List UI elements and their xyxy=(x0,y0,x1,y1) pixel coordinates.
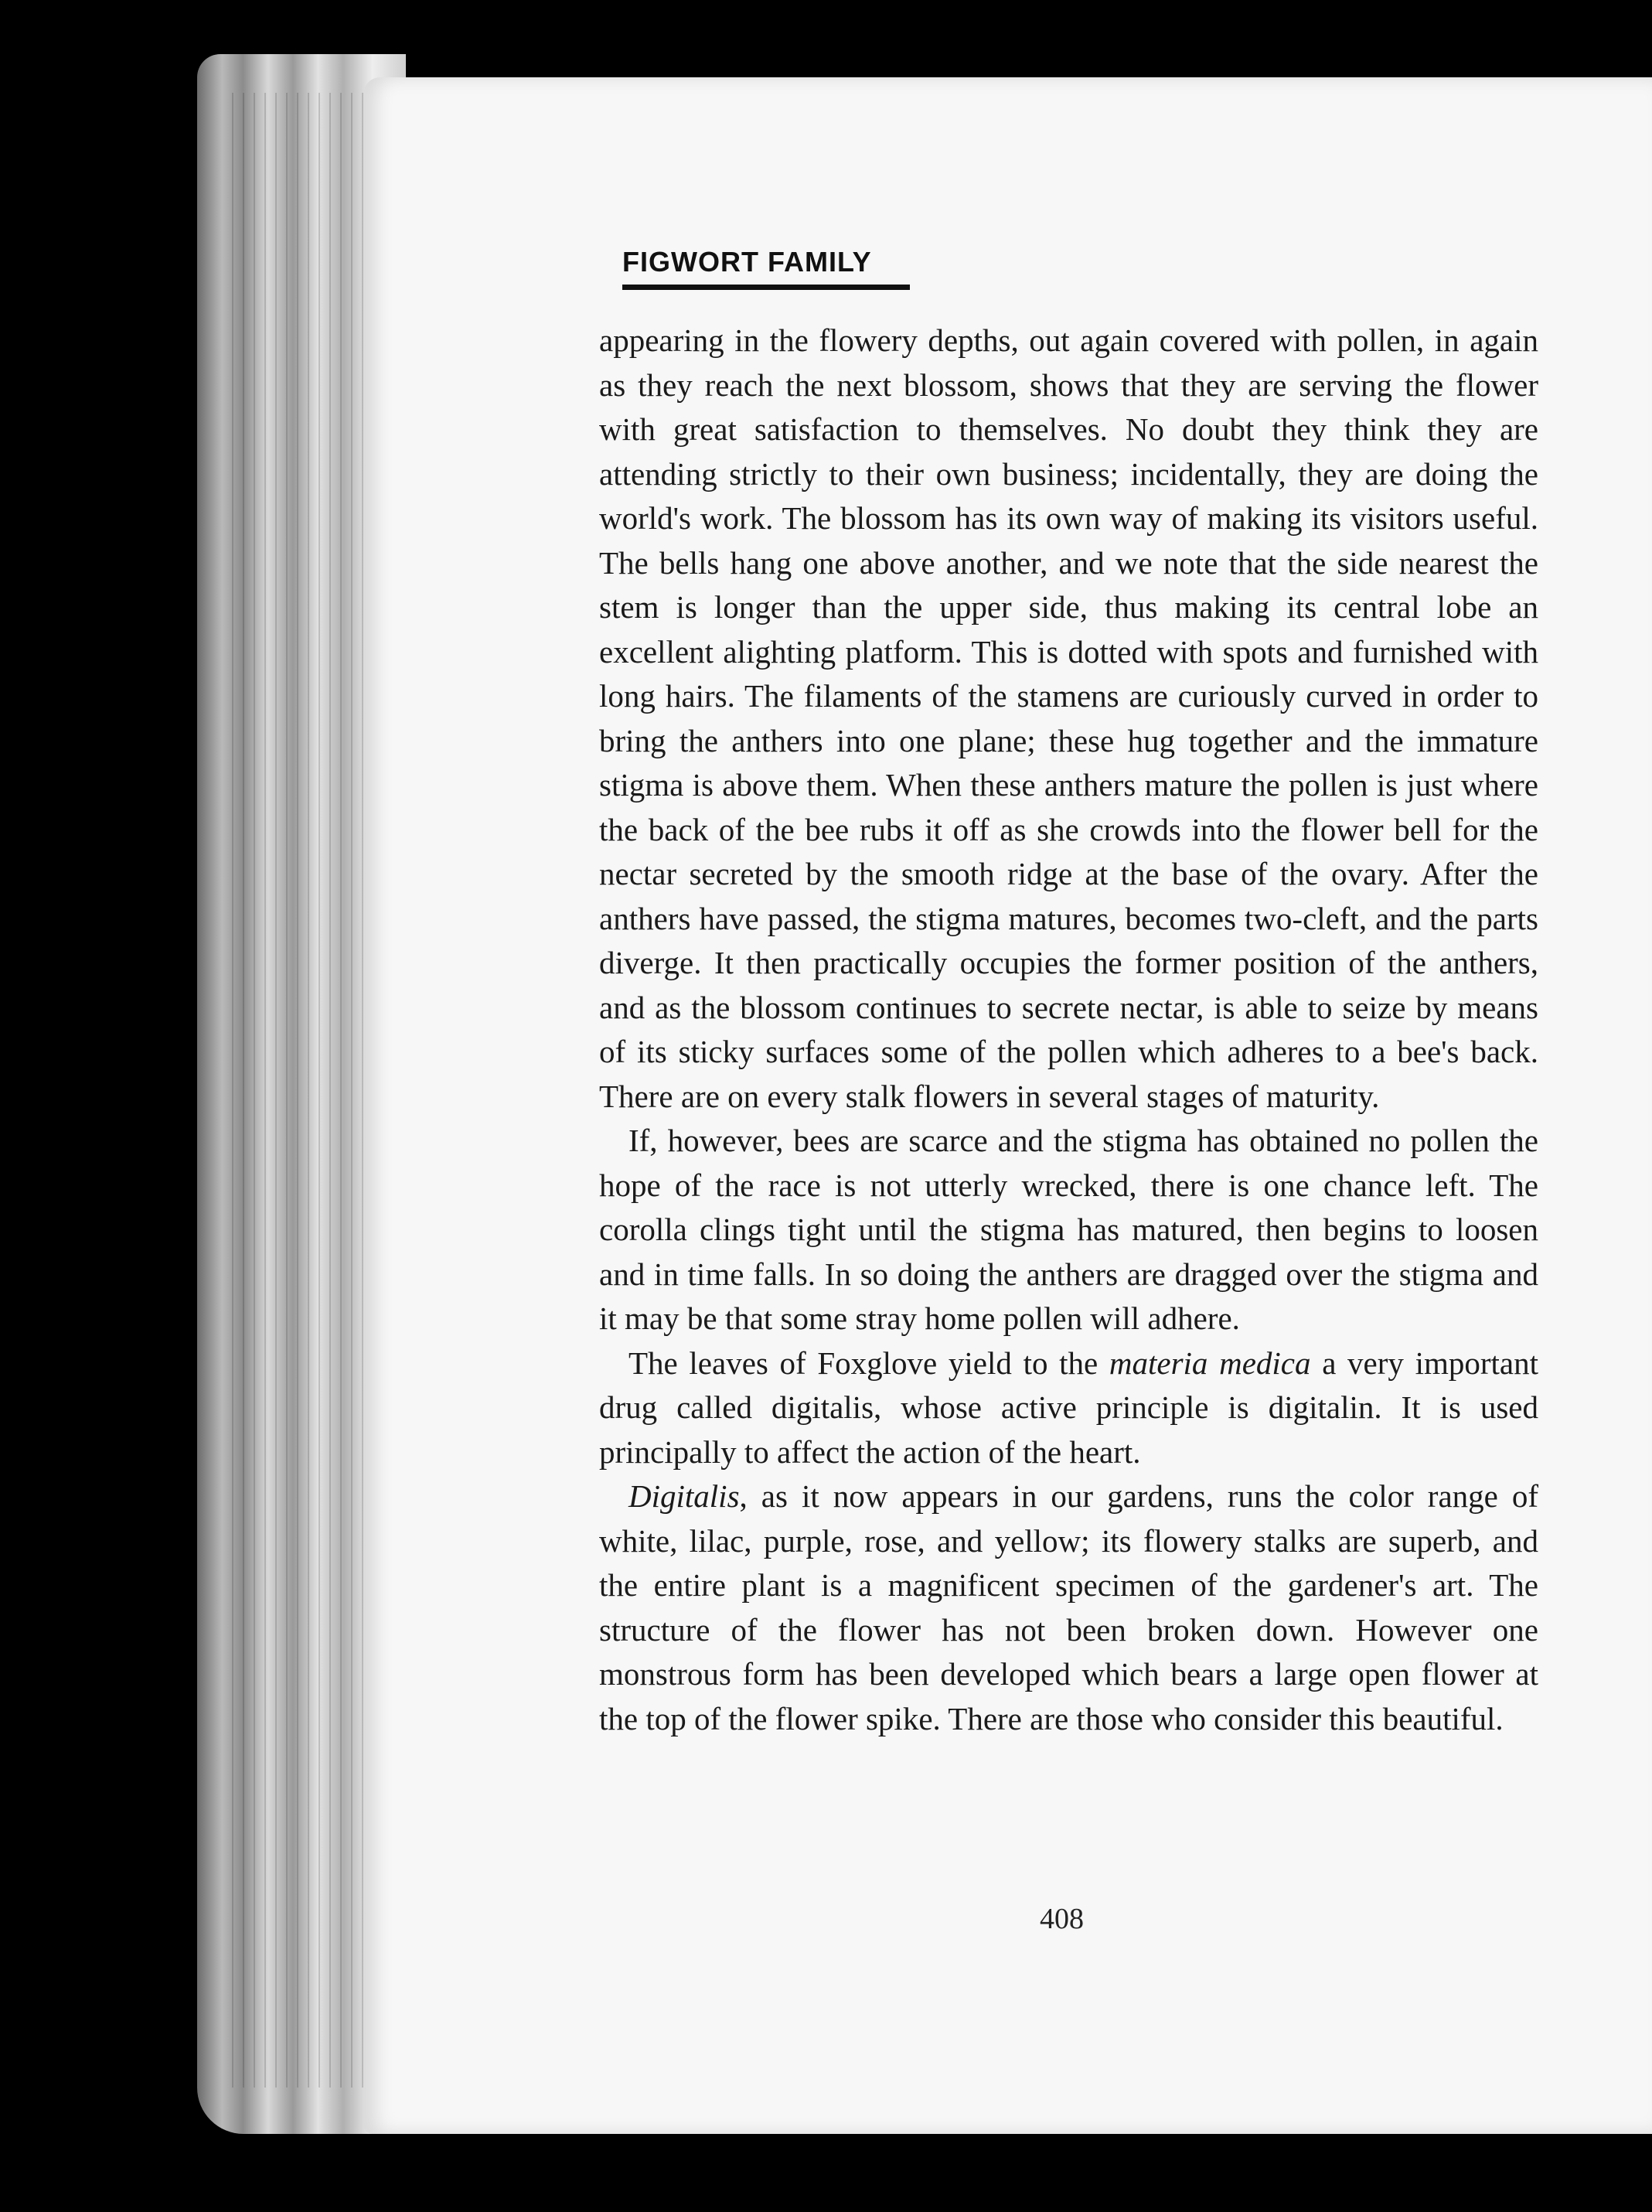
paragraph-text: appearing in the flowery depths, out again covered with pollen, in again as they reach the next blossom, shows that they are serving the flower with great satisfaction to themselves. No doubt they think they are attending strictly to their own business; incidentally, they are doing the world's work. The blossom has its own way of making its visitors useful. The bells hang one above another, and we note that the side nearest the stem is longer than the upper side, thus making its central lobe an excellent alighting platform. This is dotted with spots and furnished with long hairs. The filaments of the stamens are curiously curved in order to bring the anthers into one plane; these hug together and the immature stigma is above them. When these anthers mature the pollen is just where the back of the bee rubs it off as she crowds into the flower bell for the nectar secreted by the smooth ridge at the base of the ovary. After the anthers have passed, the stigma matures, becomes two-cleft, and the parts diverge. It then practically occupies the former position of the anthers, and as the blossom continues to secrete nectar, is able to seize by means of its sticky surfaces some of the pollen which adheres to a bee's back. There are on every stalk flowers in several stages of maturity. xyxy=(599,322,1538,1114)
paragraph-text: The leaves of Foxglove yield to the xyxy=(628,1345,1109,1381)
paragraph-text: If, however, bees are scarce and the stigma has obtained no pollen the hope of the race is not utterly wrecked, there is one chance left. The corolla clings tight until the stigma has matured, then begins to loosen and in time falls. In so doing the anthers are dragged over the stigma and it may be that some stray home pollen will adhere. xyxy=(599,1123,1538,1336)
italic-text: materia medica xyxy=(1109,1345,1311,1381)
paragraph-text: a very important drug called digitalis, whose active principle is digitalin. It is used principally to affect the action of the heart. xyxy=(599,1345,1538,1470)
body-text xyxy=(599,319,1538,1741)
paragraph xyxy=(599,1474,1538,1741)
paragraph xyxy=(599,319,1538,1119)
paragraph-text: , as it now appears in our gardens, runs the color range of white, lilac, purple, rose, and yellow; its flowery stalks are superb, and the entire plant is a magnificent specimen of the gardener's art. The structure of the flower has not been broken down. However one monstrous form has been developed which bears a large open flower at the top of the flower spike. There are those who consider this beautiful. xyxy=(599,1478,1538,1737)
paragraph xyxy=(599,1119,1538,1341)
running-head: FIGWORT FAMILY xyxy=(622,246,910,290)
italic-text: Digitalis xyxy=(628,1478,740,1514)
paragraph xyxy=(599,1341,1538,1475)
page-number: 408 xyxy=(1040,1903,1084,1935)
